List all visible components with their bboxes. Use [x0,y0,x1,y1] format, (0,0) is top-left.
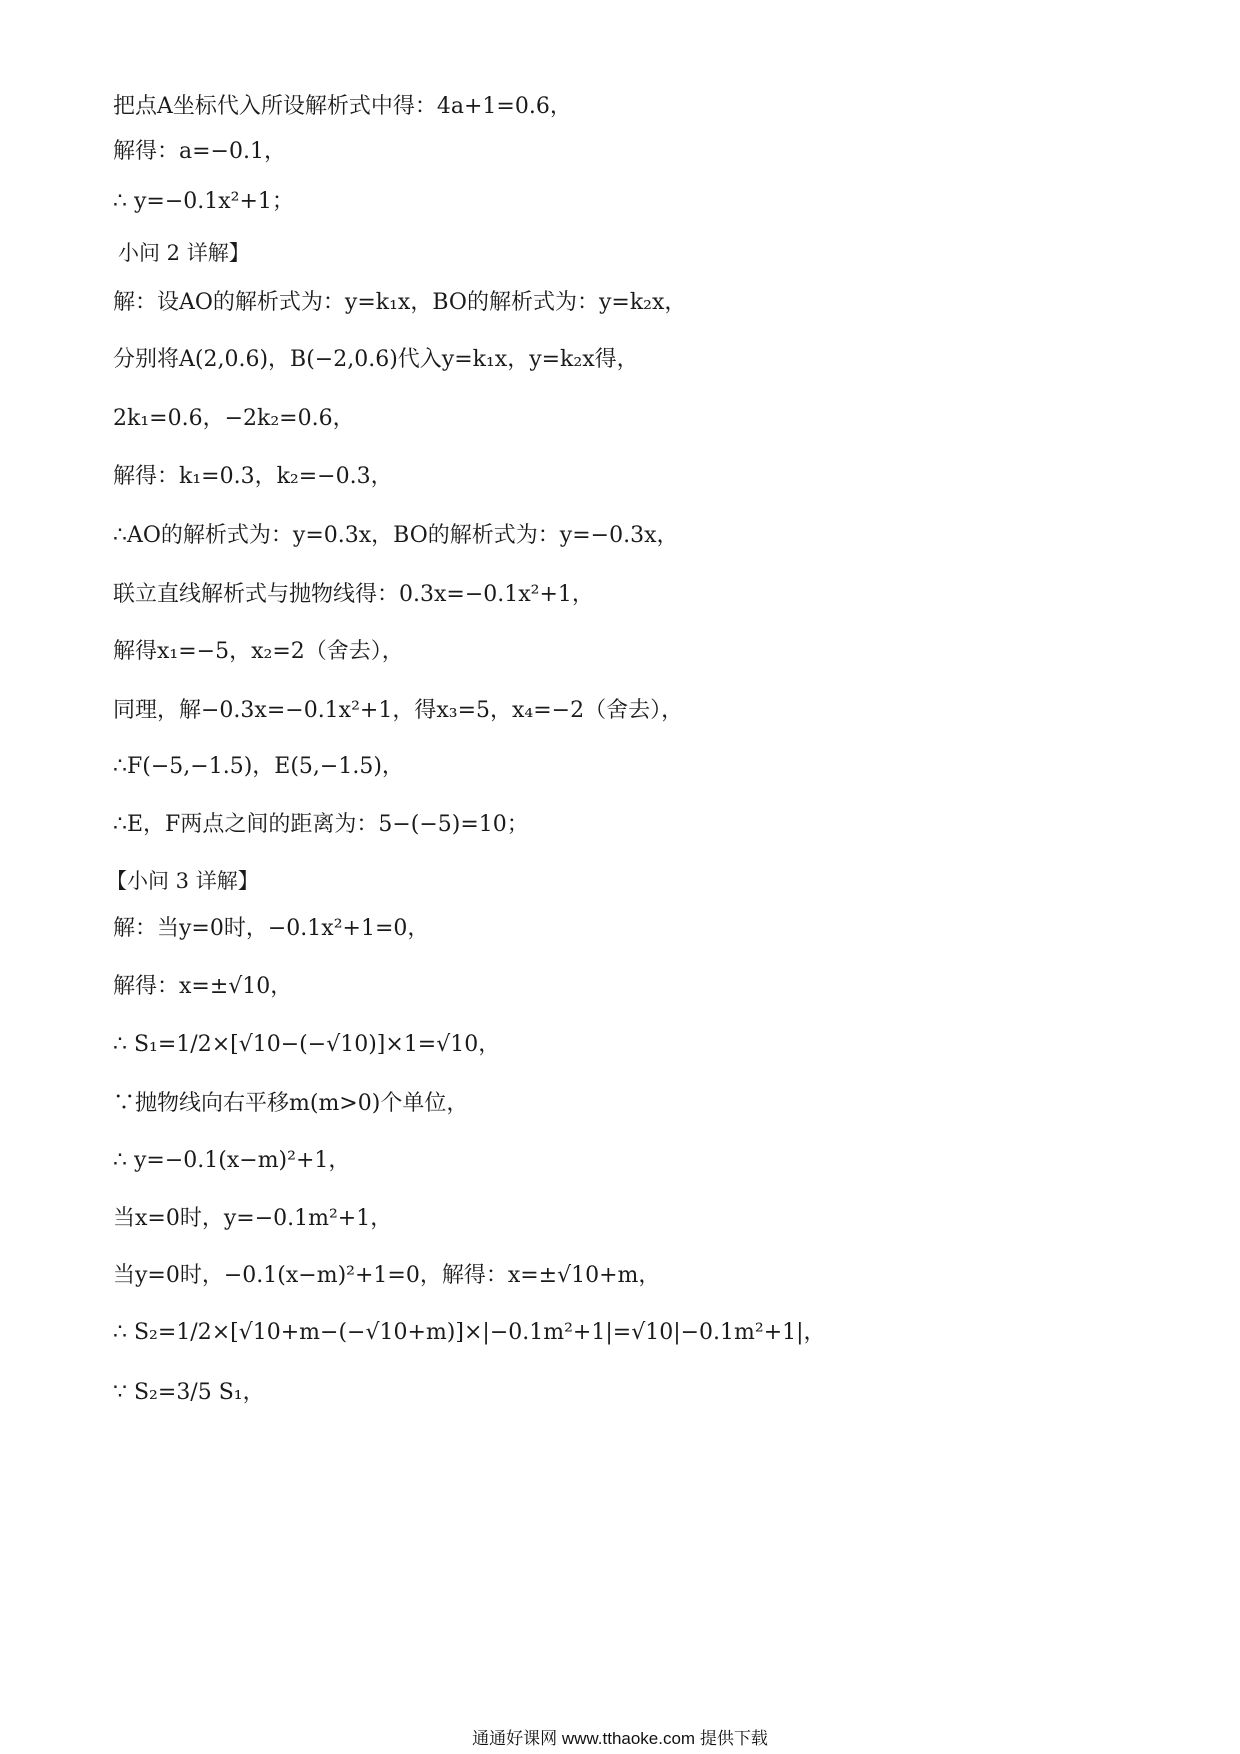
text-line: ∵抛物线向右平移m(m>0)个单位， [113,1091,469,1116]
text-line: 解得：k₁=0.3，k₂=−0.3， [113,464,393,489]
text-line: 当y=0时，−0.1(x−m)²+1=0，解得：x=±√10+m， [113,1263,661,1288]
text-line: ∴ y=−0.1x²+1； [113,189,294,214]
text-line: 联立直线解析式与抛物线得：0.3x=−0.1x²+1， [113,582,594,607]
text-line: ∴AO的解析式为：y=0.3x，BO的解析式为：y=−0.3x， [113,523,679,548]
text-line: 解得x₁=−5，x₂=2（舍去）， [113,639,404,664]
formula-line: ∵ S₂=3/5 S₁， [113,1380,265,1405]
formula-line: ∴ S₁=1/2×[√10−(−√10)]×1=√10， [113,1032,501,1057]
footer-credit: 通通好课网 www.tthaoke.com 提供下载 [472,1729,768,1748]
section-heading: 小问 2 详解】 [118,241,250,265]
text-line: ∴F(−5,−1.5)，E(5,−1.5)， [113,754,404,779]
text-line: 解得：a=−0.1， [113,139,286,164]
section-heading: 【小问 3 详解】 [106,869,259,893]
text-line: ∴E，F两点之间的距离为：5−(−5)=10； [113,812,529,837]
text-line: 解：设AO的解析式为：y=k₁x，BO的解析式为：y=k₂x， [113,290,687,315]
text-line: 解得：x=±√10， [113,974,293,999]
text-line: ∴ y=−0.1(x−m)²+1， [113,1148,351,1173]
text-line: 2k₁=0.6，−2k₂=0.6， [113,406,355,431]
text-line: 分别将A(2,0.6)，B(−2,0.6)代入y=k₁x，y=k₂x得， [113,347,639,372]
text-line: 把点A坐标代入所设解析式中得：4a+1=0.6， [113,94,572,119]
formula-line: ∴ S₂=1/2×[√10+m−(−√10+m)]×|−0.1m²+1|=√10|−0.1m²+1|， [113,1320,826,1345]
text-line: 同理，解−0.3x=−0.1x²+1，得x₃=5，x₄=−2（舍去）， [113,698,684,723]
text-line: 解：当y=0时，−0.1x²+1=0， [113,916,430,941]
text-line: 当x=0时，y=−0.1m²+1， [113,1206,393,1231]
